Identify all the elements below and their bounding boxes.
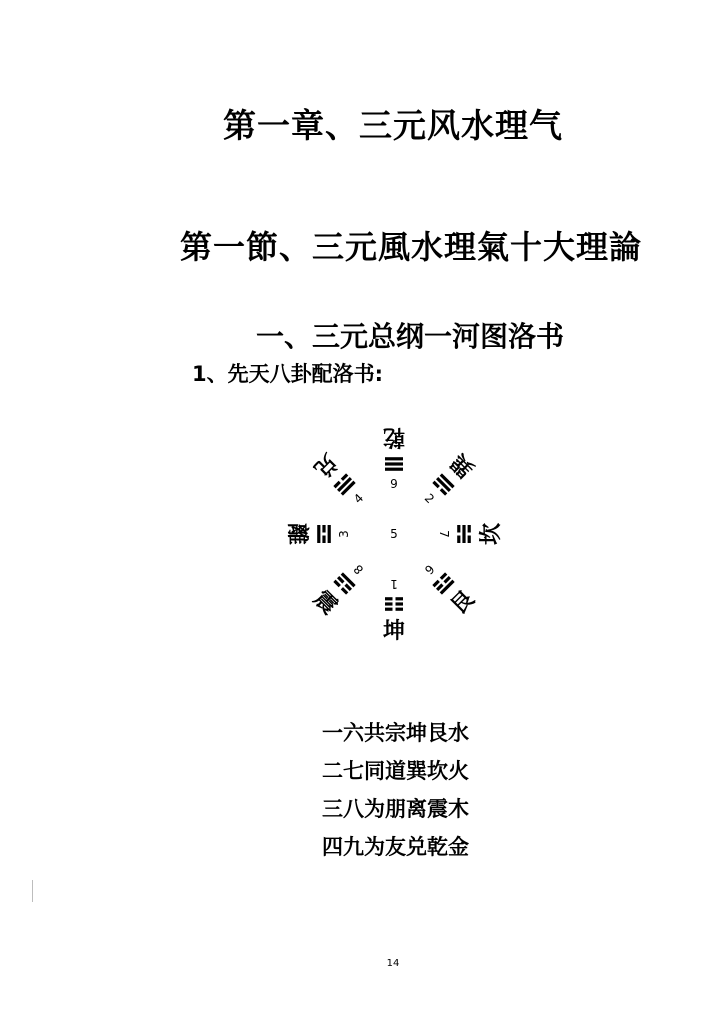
trigram-5 — [383, 577, 405, 644]
verse-line: 三八为朋离震木 — [322, 797, 469, 821]
item-title: 1、先天八卦配洛书: — [192, 362, 384, 386]
trigram-name: 艮 — [446, 586, 480, 620]
center-number: 5 — [390, 527, 398, 541]
yin-line-segment — [396, 597, 404, 600]
yin-line-segment — [385, 608, 393, 611]
yin-line-segment — [468, 525, 471, 533]
trigram-3 — [437, 523, 504, 545]
yang-line — [462, 525, 465, 543]
verse-block — [322, 714, 482, 866]
trigram-6 — [308, 557, 371, 620]
section-title: 第一節、三元風水理氣十大理論 — [180, 228, 643, 266]
yang-line — [317, 525, 320, 543]
yin-line-segment — [396, 608, 404, 611]
trigram-name: 坤 — [382, 619, 406, 644]
trigram-number: 4 — [350, 490, 367, 507]
yin-line-segment — [457, 536, 460, 544]
yin-line-segment — [385, 597, 393, 600]
trigram-number: 7 — [437, 530, 451, 538]
trigram-number: 6 — [421, 561, 438, 578]
page-number: 14 — [386, 958, 400, 969]
trigram-name: 坎 — [479, 522, 504, 546]
trigram-number: 3 — [337, 530, 351, 538]
trigram-name: 乾 — [382, 424, 406, 449]
bagua-svg — [272, 412, 516, 656]
verse-line: 四九为友兑乾金 — [322, 835, 469, 859]
trigram-name: 震 — [308, 586, 342, 620]
yin-line-segment — [457, 525, 460, 533]
yin-line-segment — [396, 602, 404, 605]
trigram-number: 1 — [390, 577, 398, 591]
trigram-number: 8 — [350, 561, 367, 578]
yang-line — [385, 457, 403, 460]
trigram-4 — [417, 557, 480, 620]
bagua-diagram — [272, 412, 516, 656]
trigram-2 — [416, 448, 480, 512]
trigram-7 — [284, 523, 351, 545]
trigram-name: 巽 — [446, 448, 480, 482]
page-edge-line — [32, 880, 33, 902]
yang-line — [385, 468, 403, 471]
trigram-number: 2 — [421, 490, 438, 507]
trigram-name: 離 — [284, 522, 309, 546]
trigram-8 — [308, 448, 371, 511]
yang-line — [328, 525, 331, 543]
subsection-title: 一、三元总纲一河图洛书 — [256, 320, 565, 353]
yin-line-segment — [322, 525, 325, 533]
yin-line-segment — [322, 536, 325, 544]
verse-line: 一六共宗坤艮水 — [322, 721, 469, 745]
chapter-title: 第一章、三元风水理气 — [223, 106, 563, 145]
trigram-number: 9 — [390, 477, 398, 491]
verse-line: 二七同道巽坎火 — [322, 759, 469, 783]
yin-line-segment — [385, 602, 393, 605]
trigram-1 — [383, 424, 405, 491]
yin-line-segment — [468, 536, 471, 544]
yang-line — [385, 462, 403, 465]
trigram-name: 兑 — [308, 448, 342, 482]
